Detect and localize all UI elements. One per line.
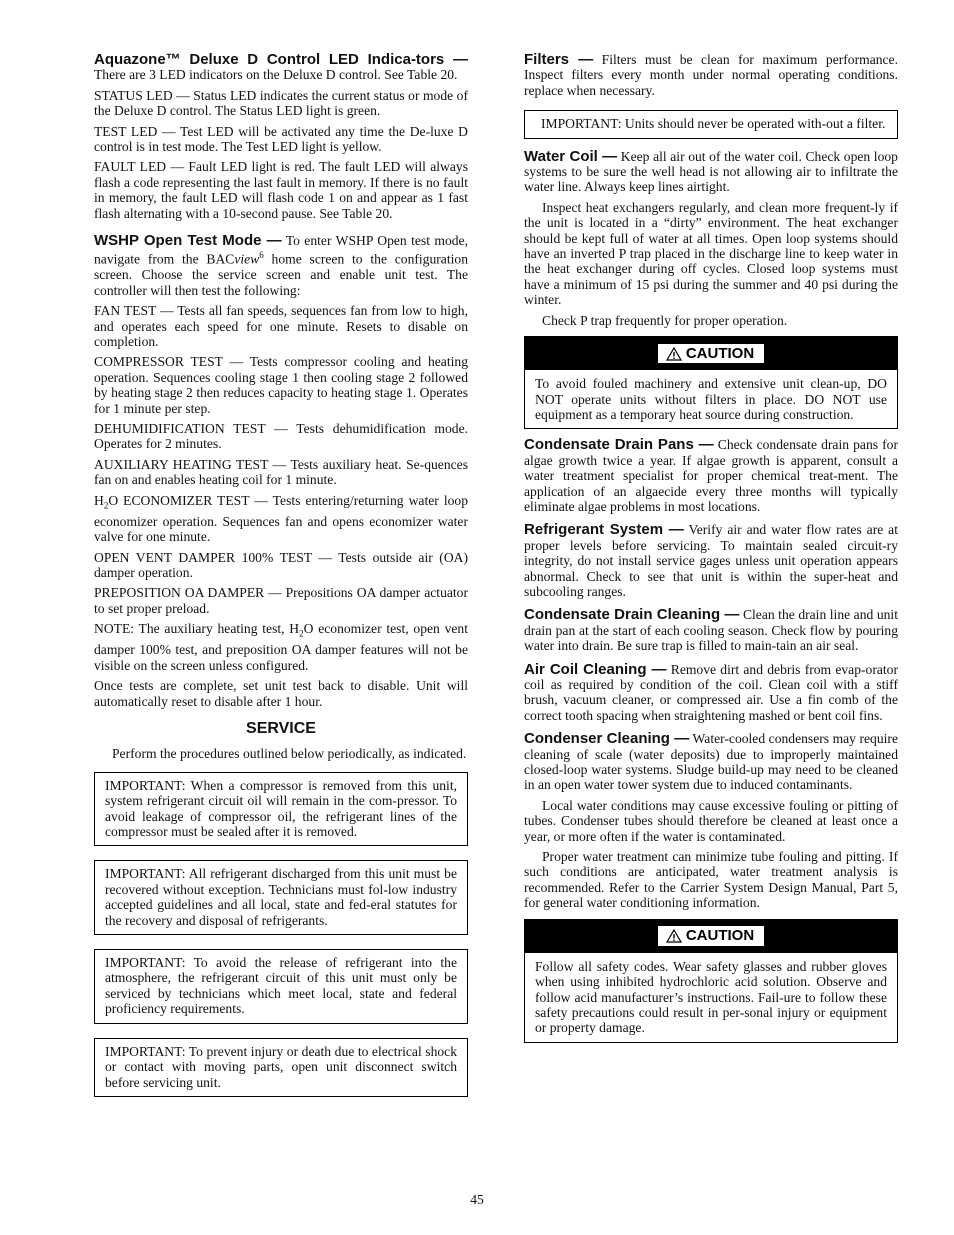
wshp-heading: WSHP Open Test Mode — [94, 232, 282, 250]
caution-body [525, 370, 897, 428]
caution-label [658, 344, 764, 363]
wshp-intro-sup: 6 [259, 250, 264, 261]
caution-box-filters [524, 336, 898, 429]
drain-pans-paragraph [524, 437, 898, 514]
led-heading: Aquazone™ Deluxe D Control LED Indica-tors — [94, 51, 468, 68]
right-column [524, 52, 898, 1049]
note-text [94, 621, 468, 673]
drain-cleaning-heading: Condensate Drain Cleaning — [524, 606, 740, 624]
caution-label-text: CAUTION [685, 344, 755, 362]
important-text: IMPORTANT: To prevent injury or death due to electrical shock or contact with moving parts, open unit disconnect switch before servicing unit. [105, 1043, 457, 1090]
important-text: IMPORTANT: When a compressor is removed from this unit, system refrigerant circuit oil will remain in the com-pressor. To avoid leakage of compressor oil, the refrigerant lines of the compressor must be sealed after it is removed. [105, 777, 457, 840]
warning-triangle-icon [666, 347, 682, 361]
refrigerant-text: Verify air and water flow rates are at proper levels before servicing. To maintain sealed circuit-ry integrity, do not install service gages unless unit operation appears abnormal. Check to see that unit is within the super-heat and subcooling ranges. [524, 522, 898, 599]
compressor-test-text: COMPRESSOR TEST — Tests compressor cooling and heating operation. Sequences cooling stage 1 then cooling stage 2 followed by heating stage 2 then reduces capacity to heating stage 1. Operates for 1 minute per step. [94, 354, 468, 416]
important-text: IMPORTANT: To avoid the release of refrigerant into the atmosphere, the refrigerant circuit of this unit must only be serviced by technicians which meet local, state and federal proficiency requirements. [105, 955, 457, 1017]
wshp-paragraph [94, 233, 468, 298]
h2o-test-text [94, 493, 468, 545]
condenser-local-text: Local water conditions may cause excessive fouling or pitting of tubes. Condenser tubes should therefore be cleaned at least once a year, or more often if the water is contaminated. [524, 797, 898, 844]
refrigerant-paragraph [524, 522, 898, 599]
vent-test-text: OPEN VENT DAMPER 100% TEST — Tests outside air (OA) damper operation. [94, 549, 468, 581]
wshp-intro-a: To enter WSHP Open test mode, navigate from the BAC [94, 233, 468, 267]
dehum-test-text: DEHUMIDIFICATION TEST — Tests dehumidification mode. Operates for 2 minutes. [94, 421, 468, 452]
water-coil-heading: Water Coil — [524, 147, 618, 165]
service-heading: SERVICE [246, 720, 316, 737]
led-paragraph [94, 52, 468, 83]
water-coil-paragraph [524, 149, 898, 195]
water-coil-text: Keep all air out of the water coil. Check open loop systems to be sure the well head is not allowing air to infiltrate the water line. Always keep lines airtight. [524, 148, 898, 195]
h2o-a: H [94, 492, 104, 508]
h2o-b: O ECONOMIZER TEST — Tests entering/returning water loop economizer operation. Sequences fan and opens economizer water valve for one minute. [94, 492, 468, 545]
status-led-text: STATUS LED — Status LED indicates the current status or mode of the Deluxe D control. The Status LED light is green. [94, 87, 468, 119]
note-b: O economizer test, open vent damper 100% test, and preposition OA damper features will not be visible on the screen unless configured. [94, 621, 468, 673]
air-coil-paragraph [524, 662, 898, 724]
drain-cleaning-text: Clean the drain line and unit drain pan at the start of each cooling season. Check flow by pouring water into drain. Be sure trap is filled to main-tain an air seal. [524, 607, 898, 654]
air-coil-text: Remove dirt and debris from evap-orator coil as required by condition of the coil. Clean coil with a stiff brush, vacuum cleaner, or compressed air. Use a fin comb of the correct tooth spacing when straightening mashed or bent coil fins. [524, 661, 898, 723]
water-ptrap-text: Check P trap frequently for proper operation. [542, 312, 788, 328]
important-box-refrigerant [94, 860, 468, 935]
drain-cleaning-paragraph [524, 607, 898, 653]
wshp-intro-view: view [234, 252, 260, 267]
preposition-text: PREPOSITION OA DAMPER — Prepositions OA damper actuator to set proper preload. [94, 585, 468, 616]
h2o-sub: 2 [103, 500, 109, 511]
drain-pans-text: Check condensate drain pans for algae growth twice a year. If algae growth is apparent, consult a water treatment specialist for proper chemical treat-ment. The application of an algaecide every three months will typically eliminate algae problems in most locations. [524, 437, 899, 514]
left-column [94, 52, 468, 1111]
important-box-release [94, 949, 468, 1024]
caution-bar [525, 920, 897, 953]
caution-body [525, 953, 897, 1042]
warning-triangle-icon [666, 929, 682, 943]
aux-test-text: AUXILIARY HEATING TEST — Tests auxiliary heat. Se-quences fan on and enables heating coil for 1 minute. [94, 456, 468, 488]
caution-text: Follow all safety codes. Wear safety glasses and rubber gloves when using inhibited hydrochloric acid solution. Observe and follow acid manufacturer’s instructions. Fail-ure to follow these safety precautions could result in per-sonal injury or equipment or property damage. [535, 958, 887, 1036]
caution-bar [525, 337, 897, 370]
test-led-text: TEST LED — Test LED will be activated any time the De-luxe D control is in test mode. The Test LED light is yellow. [94, 123, 468, 155]
fault-led-text: FAULT LED — Fault LED light is red. The fault LED will always flash a code representing the last fault in memory. If there is no fault in memory, the fault LED will flash code 1 on and appear as 1 fast flash alternating with a 10-second pause. See Table 20. [94, 159, 468, 221]
important-box-electrical [94, 1038, 468, 1097]
important-box-compressor [94, 772, 468, 847]
refrigerant-heading: Refrigerant System — [524, 521, 684, 539]
water-inspect-text: Inspect heat exchangers regularly, and clean more frequent-ly if the unit is located in a “dirty” environment. The heat exchanger should be kept full of water at all times. Open loop systems should have an inverted P trap placed in the discharge line to keep water in the heat exchanger during off cycles. Closed loop systems must have a minimum of 15 psi during the summer and 40 psi during the winter. [524, 199, 898, 308]
note-a: NOTE: The auxiliary heating test, H [94, 621, 300, 637]
important-text: IMPORTANT: Units should never be operated with-out a filter. [541, 116, 886, 132]
filters-paragraph [524, 52, 898, 98]
page-number: 45 [470, 1192, 484, 1207]
caution-label-text: CAUTION [685, 927, 755, 945]
condenser-heading: Condenser Cleaning — [524, 730, 690, 748]
filters-heading: Filters — [524, 51, 594, 68]
important-text: IMPORTANT: All refrigerant discharged from this unit must be recovered without exception. Technicians must fol-low industry accepted guidelines and all local, state and fed-eral statutes for the recovery and disposal of refrigerants. [105, 866, 457, 928]
filters-text: Filters must be clean for maximum performance. Inspect filters every month under normal operating conditions. replace when necessary. [524, 52, 898, 98]
once-text: Once tests are complete, set unit test back to disable. Unit will automatically reset to disable after 1 hour. [94, 678, 468, 709]
led-intro: There are 3 LED indicators on the Deluxe D control. See Table 20. [94, 67, 458, 83]
caution-label [658, 926, 764, 945]
drain-pans-heading: Condensate Drain Pans — [524, 436, 714, 454]
caution-box-acid [524, 919, 898, 1043]
condenser-paragraph [524, 731, 898, 793]
service-intro: Perform the procedures outlined below periodically, as indicated. [112, 746, 467, 762]
important-box-filter [524, 110, 898, 138]
air-coil-heading: Air Coil Cleaning — [524, 660, 667, 678]
fan-test-text: FAN TEST — Tests all fan speeds, sequences fan from low to high, and operates each speed for one minute. Resets to disable on completion. [94, 303, 468, 350]
note-sub: 2 [299, 628, 304, 639]
wshp-intro-b: home screen to the configuration screen. Choose the service screen and enable unit test. The controller will then test the following: [94, 252, 468, 298]
condenser-text: Water-cooled condensers may require cleaning of scale (water deposits) due to improperly maintained closed-loop water systems. Sludge build-up may need to be cleaned in an open water tower system due to induced contaminants. [524, 731, 898, 793]
condenser-proper-text: Proper water treatment can minimize tube fouling and pitting. If such conditions are anticipated, water treatment analysis is recommended. Refer to the Carrier System Design Manual, Part 5, for general water conditioning information. [524, 849, 898, 911]
caution-text: To avoid fouled machinery and extensive unit clean-up, DO NOT operate units without filters in place. DO NOT use equipment as a temporary heat source during construction. [535, 376, 887, 422]
